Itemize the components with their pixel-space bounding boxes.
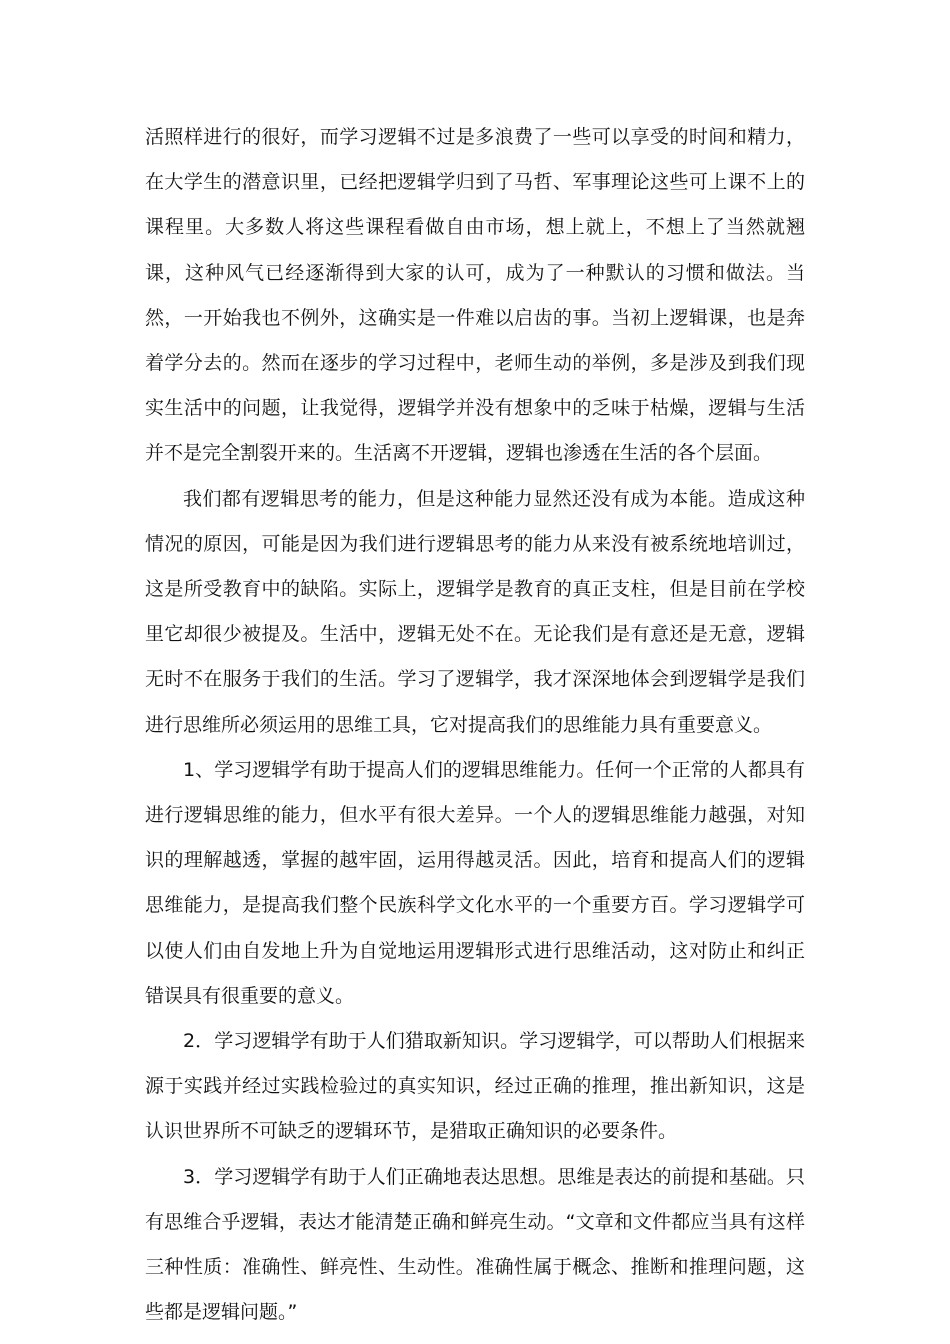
document-body xyxy=(145,115,805,1335)
paragraph-point-3: 3．学习逻辑学有助于人们正确地表达思想。思维是表达的前提和基础。只有思维合乎逻辑，表达才能清楚正确和鲜亮生动。“文章和文件都应当具有这样三种性质：准确性、鲜亮性、生动性。准确性属于概念、推断和推理问题，这些都是逻辑问题。” xyxy=(145,1165,805,1324)
paragraph-continuation: 活照样进行的很好，而学习逻辑不过是多浪费了一些可以享受的时间和精力，在大学生的潜意识里，已经把逻辑学归到了马哲、军事理论这些可上课不上的课程里。大多数人将这些课程看做自由市场，想上就上，不想上了当然就翘课，这种风气已经逐渐得到大家的认可，成为了一种默认的习惯和做法。当然，一开始我也不例外，这确实是一件难以启齿的事。当初上逻辑课，也是奔着学分去的。然而在逐步的学习过程中，老师生动的举例，多是涉及到我们现实生活中的问题，让我觉得，逻辑学并没有想象中的乏味于枯燥，逻辑与生活并不是完全割裂开来的。生活离不开逻辑，逻辑也渗透在生活的各个层面。 xyxy=(145,126,805,465)
paragraph-point-2: 2．学习逻辑学有助于人们猎取新知识。学习逻辑学，可以帮助人们根据来源于实践并经过实践检验过的真实知识，经过正确的推理，推出新知识，这是认识世界所不可缺乏的逻辑环节，是猎取正确知识的必要条件。 xyxy=(145,1030,805,1143)
paragraph-logical-thinking: 我们都有逻辑思考的能力，但是这种能力显然还没有成为本能。造成这种情况的原因，可能是因为我们进行逻辑思考的能力从来没有被系统地培训过，这是所受教育中的缺陷。实际上，逻辑学是教育的真正支柱，但是目前在学校里它却很少被提及。生活中，逻辑无处不在。无论我们是有意还是无意，逻辑无时不在服务于我们的生活。学习了逻辑学，我才深深地体会到逻辑学是我们进行思维所必须运用的思维工具，它对提高我们的思维能力具有重要意义。 xyxy=(145,487,805,736)
paragraph-point-1: 1、学习逻辑学有助于提高人们的逻辑思维能力。任何一个正常的人都具有进行逻辑思维的能力，但水平有很大差异。一个人的逻辑思维能力越强，对知识的理解越透，掌握的越牢固，运用得越灵活。因此，培育和提高人们的逻辑思维能力，是提高我们整个民族科学文化水平的一个重要方百。学习逻辑学可以使人们由自发地上升为自觉地运用逻辑形式进行思维活动，这对防止和纠正错误具有很重要的意义。 xyxy=(145,758,805,1007)
